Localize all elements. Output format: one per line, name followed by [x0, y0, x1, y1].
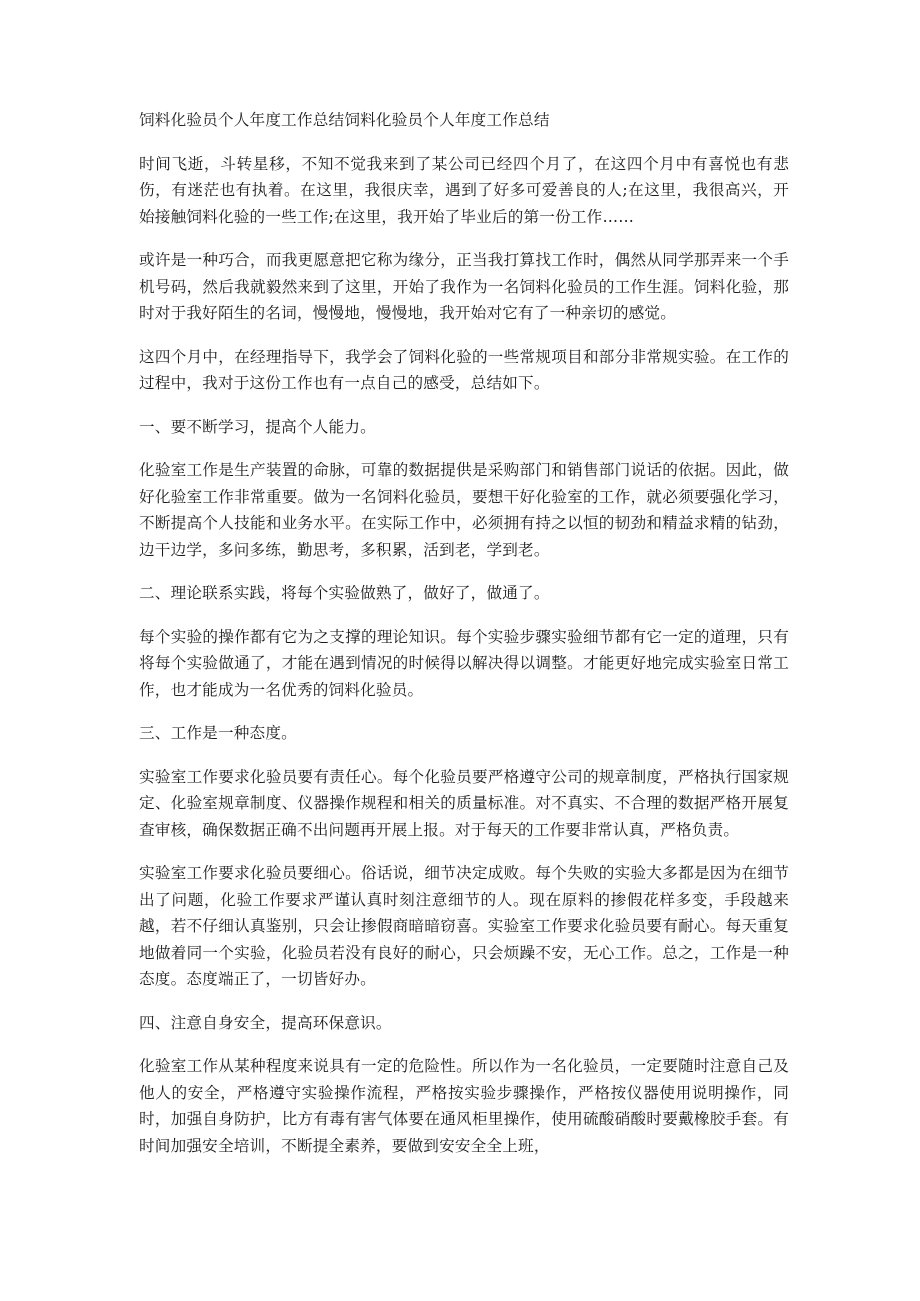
section-heading-3: 三、工作是一种态度。 [139, 724, 297, 742]
paragraph-fate: 或许是一种巧合，而我更愿意把它称为缘分，正当我打算找工作时，偶然从同学那弄来一个手机号码，然后我就毅然来到了这里，开始了我作为一名饲料化验员的工作生涯。饲料化验，那时对于我好陌生的名词，慢慢地，慢慢地，我开始对它有了一种亲切的感觉。 [139, 251, 789, 322]
paragraph-safety: 化验室工作从某种程度来说具有一定的危险性。所以作为一名化验员，一定要随时注意自己及他人的安全，严格遵守实验操作流程，严格按实验步骤操作，严格按仪器使用说明操作，同时，加强自身防护，比方有毒有害气体要在通风柜里操作，使用硫酸硝酸时要戴橡胶手套。有时间加强安全培训，不断提全素养，要做到安安全全上班， [139, 1057, 789, 1155]
document-title: 饲料化验员个人年度工作总结饲料化验员个人年度工作总结 [139, 111, 550, 129]
paragraph-responsibility: 实验室工作要求化验员要有责任心。每个化验员要严格遵守公司的规章制度，严格执行国家规定、化验室规章制度、仪器操作规程和相关的质量标准。对不真实、不合理的数据严格开展复查审核，确保数据正确不出问题再开展上报。对于每天的工作要非常认真，严格负责。 [139, 767, 789, 839]
paragraph-section-1: 化验室工作是生产装置的命脉，可靠的数据提供是采购部门和销售部门说话的依据。因此，做好化验室工作非常重要。做为一名饲料化验员，要想干好化验室的工作，就必须要强化学习，不断提高个人技能和业务水平。在实际工作中，必须拥有持之以恒的韧劲和精益求精的钻劲，边干边学，多问多练，勤思考，多积累，活到老，学到老。 [139, 461, 789, 559]
section-heading-2: 二、理论联系实践，将每个实验做熟了，做好了，做通了。 [139, 584, 550, 602]
paragraph-section-2: 每个实验的操作都有它为之支撑的理论知识。每个实验步骤实验细节都有它一定的道理，只有将每个实验做通了，才能在遇到情况的时候得以解决得以调整。才能更好地完成实验室日常工作，也才能成为一名优秀的饲料化验员。 [139, 627, 789, 699]
paragraph-intro: 时间飞逝，斗转星移，不知不觉我来到了某公司已经四个月了，在这四个月中有喜悦也有悲伤，有迷茫也有执着。在这里，我很庆幸，遇到了好多可爱善良的人;在这里，我很高兴，开始接触饲料化验的一些工作;在这里，我开始了毕业后的第一份工作…… [139, 154, 789, 226]
paragraph-summary-lead: 这四个月中，在经理指导下，我学会了饲料化验的一些常规项目和部分非常规实验。在工作的过程中，我对于这份工作也有一点自己的感受，总结如下。 [139, 347, 789, 392]
section-heading-1: 一、要不断学习，提高个人能力。 [139, 417, 376, 436]
paragraph-carefulness: 实验室工作要求化验员要细心。俗话说，细节决定成败。每个失败的实验大多都是因为在细节出了问题，化验工作要求严谨认真时刻注意细节的人。现在原料的掺假花样多变，手段越来越，若不仔细认真鉴别，只会让掺假商暗暗窃喜。实验室工作要求化验员要有耐心。每天重复地做着同一个实验，化验员若没有良好的耐心，只会烦躁不安，无心工作。总之，工作是一种态度。态度端正了，一切皆好办。 [139, 864, 789, 988]
section-heading-4: 四、注意自身安全，提高环保意识。 [139, 1013, 392, 1032]
document-body [139, 107, 789, 1176]
